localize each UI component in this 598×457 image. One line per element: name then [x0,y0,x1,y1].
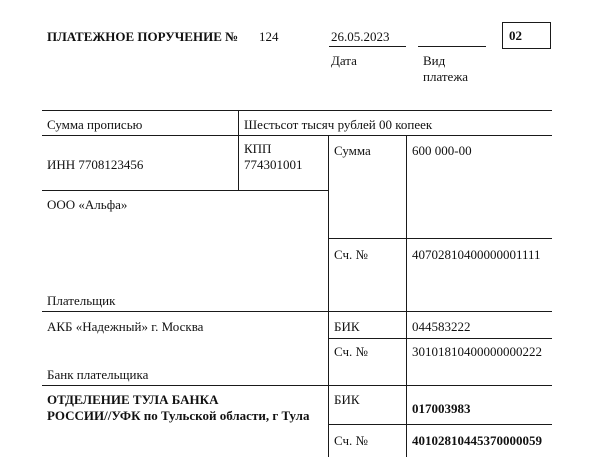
payee-bank-account-value: 40102810445370000059 [412,433,542,448]
payer-bottom-line [42,311,552,312]
value-vertical-divider [406,135,407,457]
document-number: 124 [259,29,279,44]
main-vertical-divider [328,135,329,457]
document-code-box [502,22,551,49]
date-underline [329,46,406,47]
inn-kpp-divider [238,135,239,190]
payer-name: ООО «Альфа» [47,197,128,212]
sum-label: Сумма [334,143,371,158]
payer-inn: ИНН 7708123456 [47,157,144,172]
document-code: 02 [509,28,522,43]
payer-bank-bik-value: 044583222 [412,319,471,334]
payment-type-label-2: платежа [423,69,469,84]
document-title: ПЛАТЕЖНОЕ ПОРУЧЕНИЕ № [47,29,239,44]
payer-account-value: 40702810400000001111 [412,247,541,262]
payer-bank-account-label: Сч. № [334,344,368,359]
payee-bank-bik-line [328,424,552,425]
payer-bank-label: Банк плательщика [47,367,149,382]
payee-bank-bik-value: 017003983 [412,401,471,416]
amount-words-value: Шестьсот тысяч рублей 00 копеек [244,117,433,132]
amount-words-top-line [42,110,552,111]
amount-words-label: Сумма прописью [47,117,143,132]
payer-bank-account-value: 30101810400000000222 [412,344,542,359]
payer-bank-bik-label: БИК [334,319,360,334]
payee-bank-bik-label: БИК [334,392,360,407]
inn-bottom-line [42,190,329,191]
payer-account-label: Сч. № [334,247,368,262]
payer-kpp-value: 774301001 [244,157,303,172]
payee-bank-name-line1: ОТДЕЛЕНИЕ ТУЛА БАНКА [47,392,219,407]
sum-bottom-line [328,238,552,239]
payer-kpp-label: КПП [244,141,272,156]
document-date: 26.05.2023 [331,29,390,44]
sum-value: 600 000-00 [412,143,472,158]
payer-label: Плательщик [47,293,116,308]
payer-bank-bottom-line [42,385,552,386]
amount-words-divider [238,110,239,135]
payment-type-label: Вид [423,53,446,68]
payment-type-underline [418,46,486,47]
payee-bank-account-label: Сч. № [334,433,368,448]
payer-bank-name: АКБ «Надежный» г. Москва [47,319,204,334]
amount-words-bottom-line [42,135,552,136]
payee-bank-name-line2: РОССИИ//УФК по Тульской области, г Тула [47,408,310,423]
date-label: Дата [331,53,357,68]
payer-bank-bik-line [328,338,552,339]
